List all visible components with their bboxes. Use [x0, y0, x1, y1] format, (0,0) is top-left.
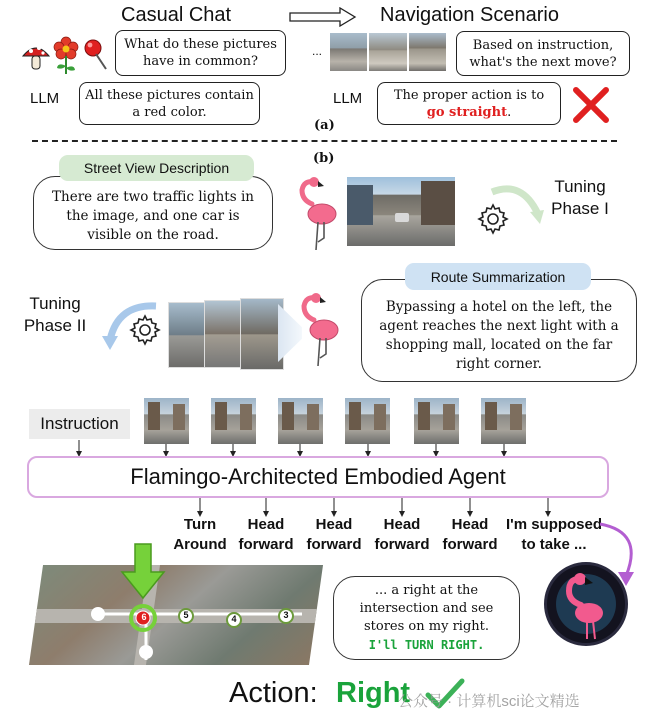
- step-label: Head forward: [238, 516, 294, 553]
- street-view-bubble: [33, 176, 273, 250]
- step-image: [481, 398, 526, 444]
- frame-image: [168, 302, 208, 368]
- llm-answer-bubble-2: The proper action is to go straight.: [377, 82, 561, 125]
- step-image: [345, 398, 390, 444]
- wrong-x-icon: [572, 86, 610, 124]
- step-label: Turn Around: [173, 516, 227, 553]
- section-divider: [32, 140, 617, 142]
- llm-label-2: LLM: [333, 90, 363, 107]
- map-marker: 3: [283, 610, 289, 620]
- frame-image: [204, 300, 244, 368]
- down-arrow-icon: [120, 542, 166, 600]
- route-summary-text: Bypassing a hotel on the left, the agent reaches the next light with a shopping mall, located on the far right corner.: [379, 298, 619, 372]
- ellipsis: ...: [312, 44, 323, 58]
- route-summary-bubble: [361, 279, 637, 382]
- nav-question-bubble: [456, 31, 630, 76]
- user-question-bubble: [115, 30, 286, 76]
- final-bubble-action: I'll TURN RIGHT.: [368, 638, 485, 652]
- street-view-image: [330, 33, 367, 71]
- agent-box: [27, 456, 609, 498]
- user-question-text: What do these pictures have in common?: [124, 37, 277, 69]
- action-label: Action:: [229, 677, 318, 709]
- map-marker: 4: [231, 614, 237, 624]
- instruction-label: Instruction: [29, 409, 130, 439]
- step-label: I'm supposed to take ...: [505, 516, 603, 553]
- step-label: Head forward: [306, 516, 362, 553]
- flamingo-icon: [294, 176, 344, 254]
- llm-answer-action: go straight: [426, 104, 508, 120]
- stacked-frames: [168, 298, 298, 370]
- tuning-arrow-1-icon: [488, 178, 548, 228]
- map-route: [80, 580, 320, 670]
- llm-label-1: LLM: [30, 90, 60, 107]
- map-marker: 5: [183, 610, 189, 620]
- nav-question-text: Based on instruction, what's the next move?: [469, 37, 617, 70]
- navigation-scenario-title: Navigation Scenario: [380, 4, 559, 26]
- step-image: [278, 398, 323, 444]
- step-image: [414, 398, 459, 444]
- flamingo-icon: [296, 292, 346, 370]
- street-view-text: There are two traffic lights in the image, and one car is visible on the road.: [52, 188, 254, 243]
- flower-icon: [52, 36, 80, 76]
- panel-label-a: (a): [314, 118, 335, 133]
- street-view-image: [409, 33, 446, 71]
- tuning-phase-2-label: Tuning Phase II: [23, 294, 87, 335]
- watermark: 公众号 · 计算机sci论文精选: [398, 693, 580, 710]
- llm-answer-text-1: All these pictures contain a red color.: [85, 87, 254, 120]
- street-view-image: [369, 33, 406, 71]
- frame-image: [240, 298, 284, 370]
- gear-icon: [128, 313, 162, 347]
- street-view-tag: Street View Description: [59, 155, 254, 181]
- mushroom-icon: [20, 40, 52, 72]
- tuning-phase-1-label: Tuning Phase I: [551, 177, 609, 218]
- step-image: [211, 398, 256, 444]
- final-bubble: [333, 576, 520, 660]
- street-view-photo: [347, 177, 455, 246]
- right-arrow-icon: [288, 7, 358, 27]
- panel-label-b: (b): [313, 151, 335, 166]
- llm-answer-bubble-1: [79, 82, 260, 125]
- action-value: Right: [336, 677, 411, 709]
- step-image: [144, 398, 189, 444]
- step-label: Head forward: [374, 516, 430, 553]
- llm-answer-text-2: The proper action is to: [393, 87, 545, 103]
- map-marker: 6: [141, 612, 147, 622]
- final-bubble-text: ... a right at the intersection and see stores on my right.: [359, 583, 494, 634]
- flamingo-logo: [544, 562, 628, 646]
- pushpin-icon: [82, 38, 110, 72]
- route-summary-tag: Route Summarization: [405, 263, 591, 290]
- casual-chat-title: Casual Chat: [121, 4, 232, 26]
- street-view-strip: [330, 33, 446, 71]
- agent-title: Flamingo-Architected Embodied Agent: [130, 464, 506, 489]
- step-label: Head forward: [442, 516, 498, 553]
- flamingo-icon: [547, 565, 625, 643]
